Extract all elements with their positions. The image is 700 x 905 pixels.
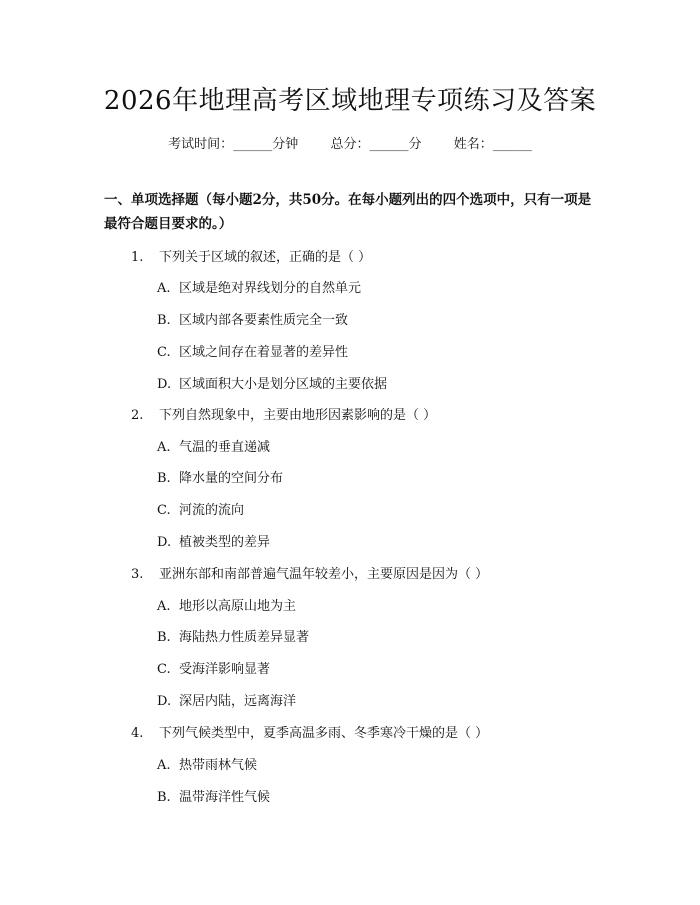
option-letter: A. (157, 758, 171, 773)
question-text: 下列气候类型中，夏季高温多雨、冬季寒冷干燥的是（ ） (159, 726, 489, 741)
page-title: 2026年地理高考区域地理专项练习及答案 (103, 86, 597, 116)
question-4 (131, 722, 488, 741)
option-2d (157, 531, 270, 550)
option-1c (157, 341, 348, 360)
section-heading: 一、单项选择题（每小题2分，共50分。在每小题列出的四个选项中，只有一项是最符合题目要求的。） (104, 192, 592, 232)
option-letter: D. (157, 694, 172, 709)
option-letter: D. (157, 535, 172, 550)
option-text: 海陆热力性质差异显著 (179, 630, 310, 645)
option-text: 温带海洋性气候 (179, 790, 271, 805)
score-blank: ______ (369, 137, 409, 152)
name-blank: ______ (492, 137, 532, 152)
exam-info-line (0, 133, 700, 152)
option-text: 降水量的空间分布 (179, 471, 284, 486)
option-1b (157, 309, 348, 328)
option-text: 植被类型的差异 (179, 535, 271, 550)
option-letter: A. (157, 281, 171, 296)
question-number: 4. (131, 726, 144, 741)
question-2 (131, 404, 436, 423)
option-text: 区域是绝对界线划分的自然单元 (179, 281, 362, 296)
score-unit: 分 (408, 137, 422, 152)
option-text: 气温的垂直递减 (179, 440, 271, 455)
option-text: 热带雨林气候 (179, 758, 258, 773)
question-number: 1. (131, 250, 144, 265)
option-3b (157, 626, 309, 645)
option-text: 深居内陆，远离海洋 (179, 694, 297, 709)
score-label: 总分： (330, 137, 370, 152)
question-1 (131, 246, 371, 265)
option-letter: C. (157, 662, 171, 677)
question-text: 亚洲东部和南部普遍气温年较差小，主要原因是因为（ ） (159, 567, 489, 582)
option-letter: C. (157, 503, 171, 518)
option-letter: A. (157, 440, 171, 455)
option-text: 受海洋影响显著 (179, 662, 271, 677)
option-letter: C. (157, 345, 171, 360)
option-2c (157, 499, 244, 518)
option-text: 河流的流向 (179, 503, 245, 518)
option-letter: B. (157, 313, 171, 328)
option-1d (157, 373, 387, 392)
option-4b (157, 786, 270, 805)
option-1a (157, 277, 361, 296)
option-3d (157, 690, 296, 709)
option-3c (157, 658, 270, 677)
question-text: 下列自然现象中，主要由地形因素影响的是（ ） (159, 408, 437, 423)
option-text: 地形以高原山地为主 (179, 599, 297, 614)
option-letter: B. (157, 471, 171, 486)
option-3a (157, 595, 296, 614)
option-letter: B. (157, 790, 171, 805)
option-text: 区域内部各要素性质完全一致 (179, 313, 349, 328)
name-label: 姓名： (453, 137, 493, 152)
option-letter: B. (157, 630, 171, 645)
option-letter: D. (157, 377, 172, 392)
option-text: 区域面积大小是划分区域的主要依据 (179, 377, 388, 392)
option-2b (157, 467, 283, 486)
option-text: 区域之间存在着显著的差异性 (179, 345, 349, 360)
question-3 (131, 563, 488, 582)
time-label: 考试时间： (168, 137, 234, 152)
option-letter: A. (157, 599, 171, 614)
question-number: 3. (131, 567, 144, 582)
option-4a (157, 754, 257, 773)
option-2a (157, 436, 270, 455)
question-text: 下列关于区域的叙述，正确的是（ ） (159, 250, 372, 265)
question-number: 2. (131, 408, 144, 423)
time-blank: ______ (233, 137, 273, 152)
time-unit: 分钟 (272, 137, 299, 152)
